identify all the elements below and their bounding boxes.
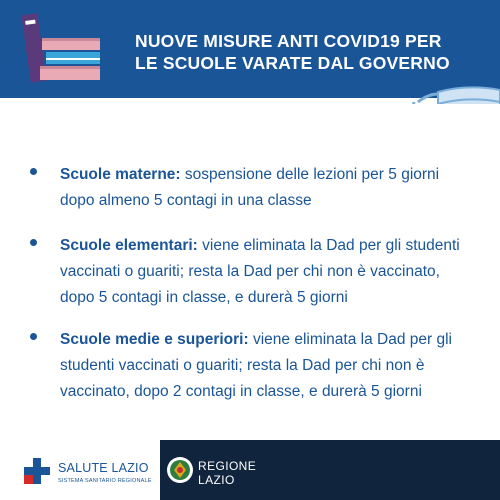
- item-text: [60, 162, 472, 214]
- bullet-icon: [30, 333, 37, 340]
- page-title: [135, 30, 465, 74]
- item-body: viene eliminata la Dad per gli studenti vaccinati o guariti; resta la Dad per chi non è vaccinato, dopo 2 contagi in classe, e durerà 5 giorni: [60, 331, 452, 400]
- title-line-1: NUOVE MISURE ANTI COVID19 PER: [135, 31, 442, 51]
- regione-name-line-1: REGIONE: [198, 459, 257, 473]
- salute-lazio-name: SALUTE LAZIO: [58, 461, 149, 475]
- item-text: [60, 233, 472, 311]
- salute-lazio-subtitle: SISTEMA SANITARIO REGIONALE: [58, 478, 152, 484]
- item-title: Scuole elementari:: [60, 237, 198, 254]
- bullet-icon: [30, 239, 37, 246]
- item-body: viene eliminata la Dad per gli studenti vaccinati o guariti; resta la Dad per chi non è vaccinato, dopo 5 contagi in classe, e durerà 5 giorni: [60, 237, 460, 306]
- books-icon: [18, 12, 106, 86]
- bullet-icon: [30, 168, 37, 175]
- health-cross-icon: [24, 458, 50, 484]
- item-body: sospensione delle lezioni per 5 giorni dopo almeno 5 contagi in una classe: [60, 166, 440, 209]
- item-text: [60, 327, 472, 405]
- regione-name-line-2: LAZIO: [198, 473, 235, 487]
- title-line-2: LE SCUOLE VARATE DAL GOVERNO: [135, 53, 450, 73]
- item-title: Scuole materne:: [60, 166, 181, 183]
- regione-emblem-icon: [166, 456, 194, 484]
- item-title: Scuole medie e superiori:: [60, 331, 249, 348]
